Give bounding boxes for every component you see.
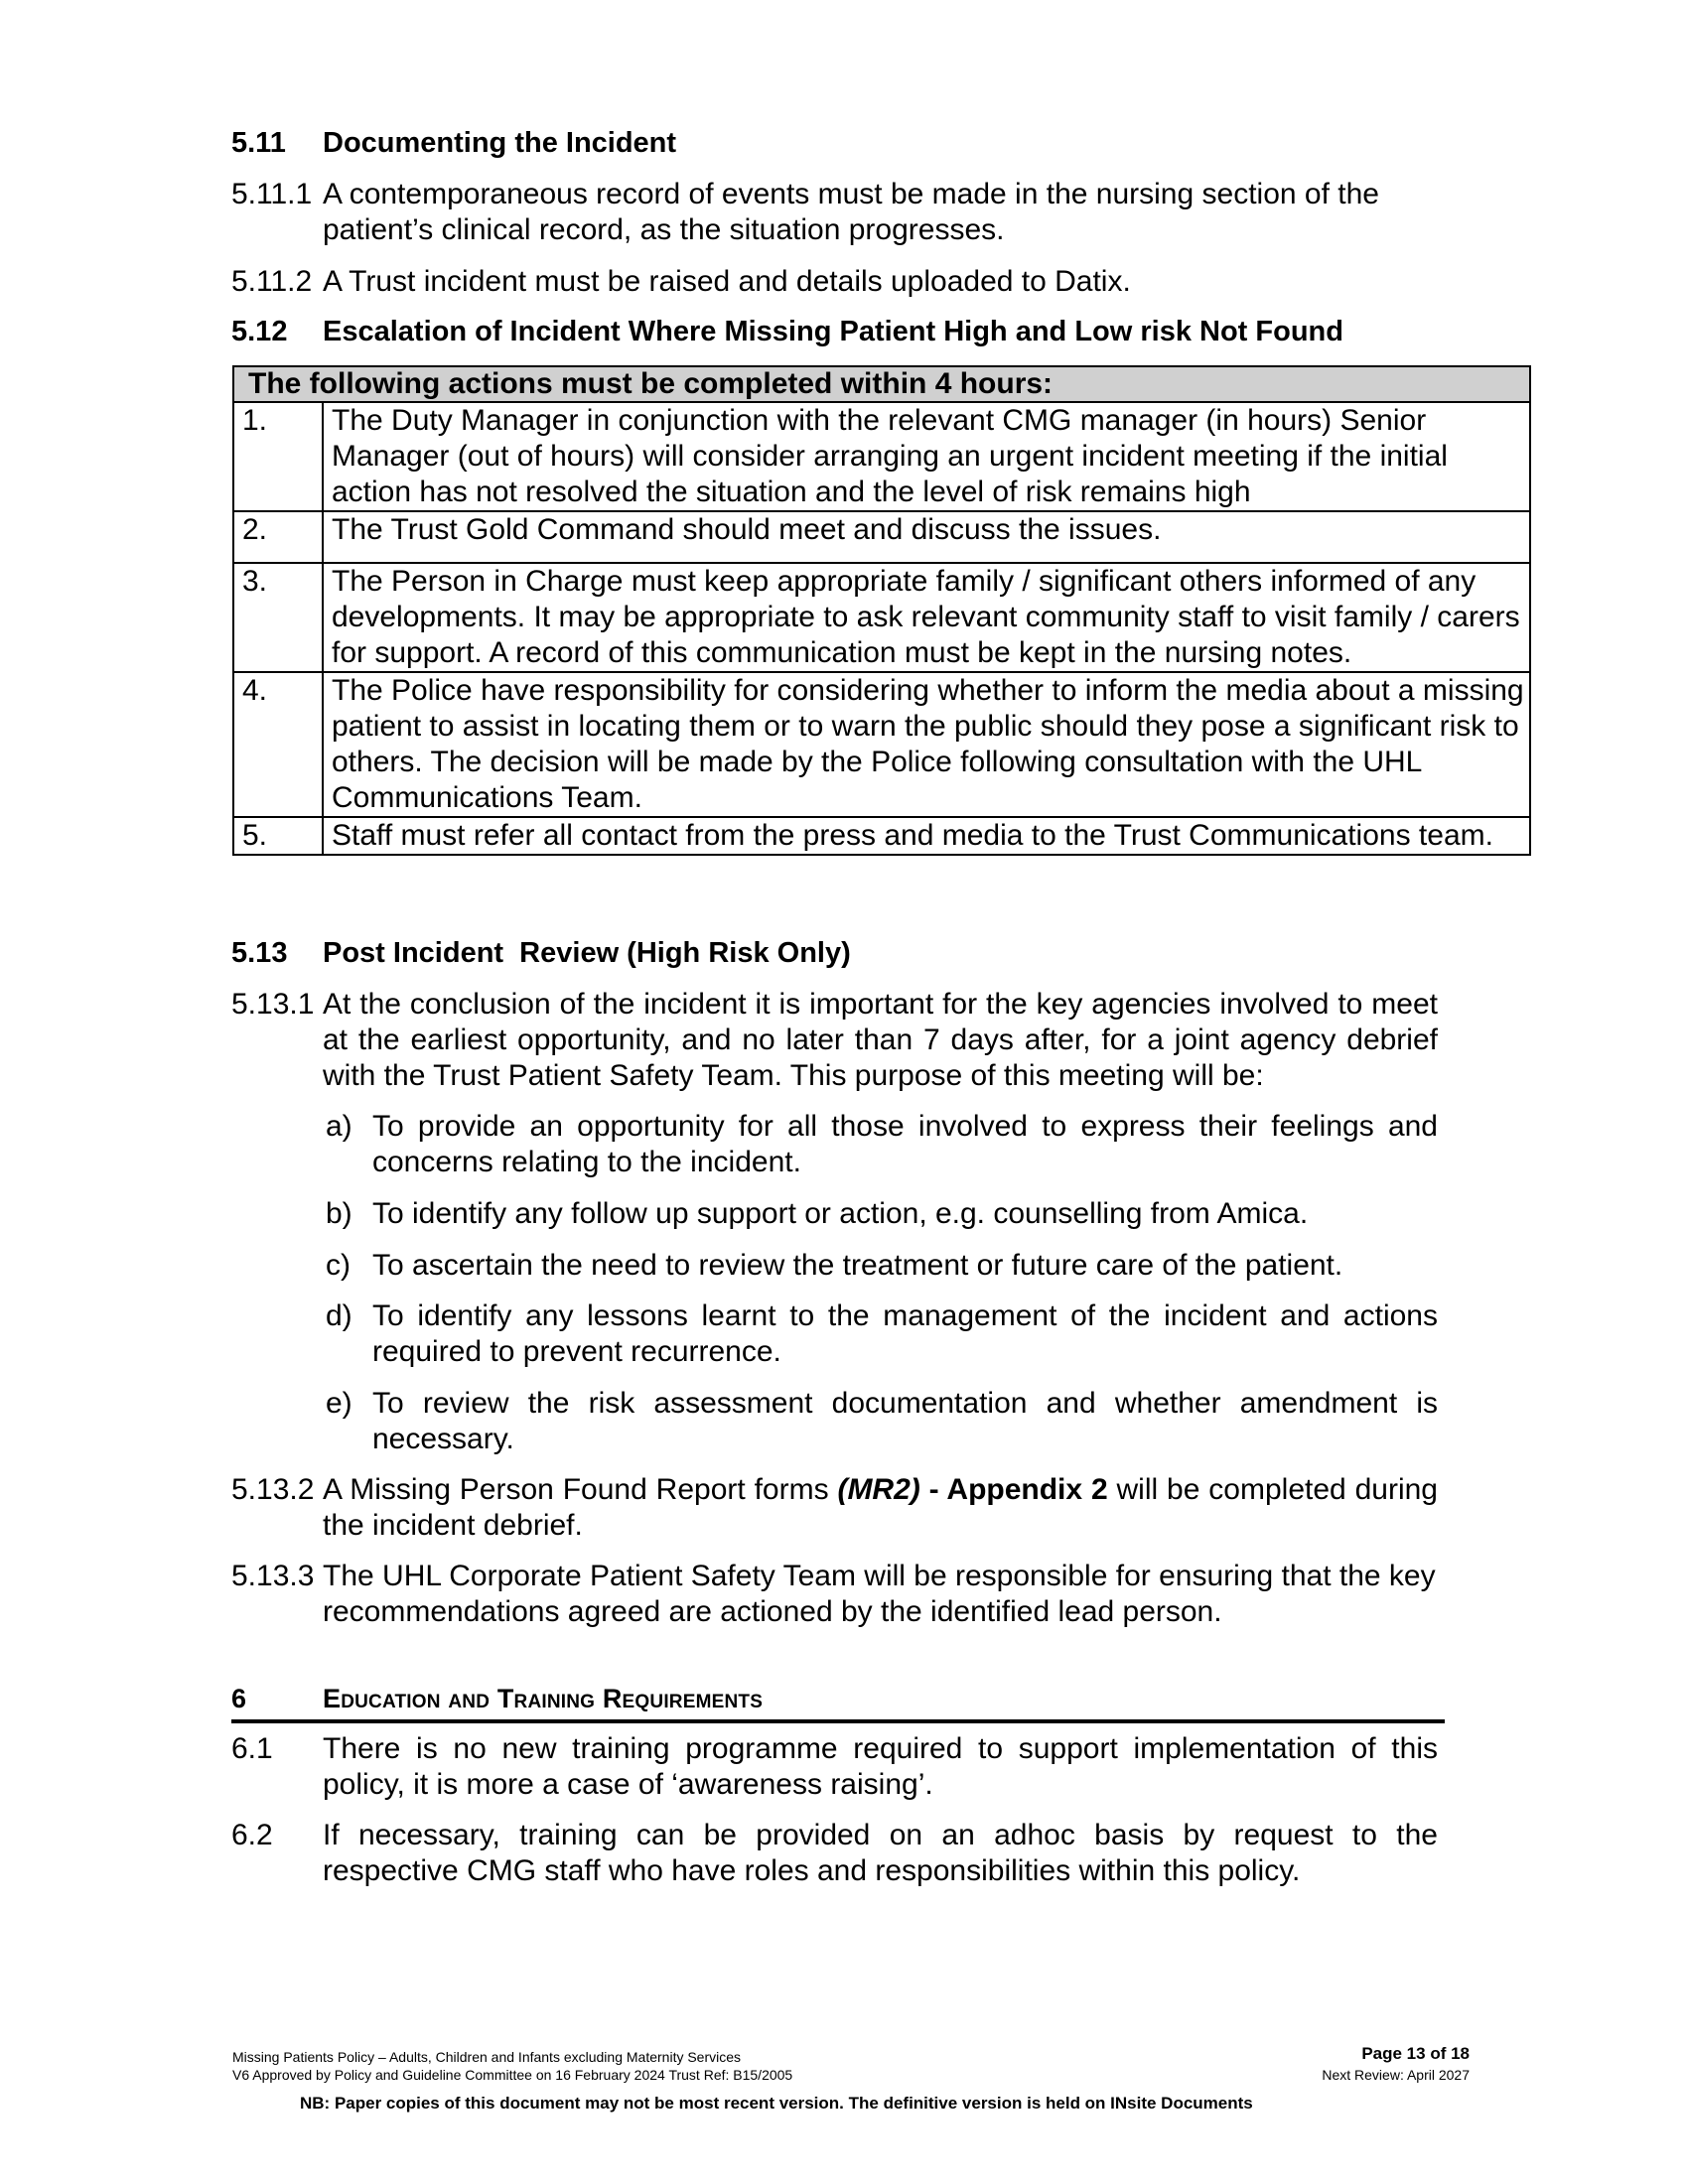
section-6-heading: [231, 1684, 1445, 1723]
row-text: The Person in Charge must keep appropriate family / significant others informed of any developments. It may be appropriate to ask relevant community staff to visit family / carers for support. A record of this communication must be kept in the nursing notes.: [323, 563, 1530, 672]
list-item-label: d): [326, 1299, 352, 1332]
section-6-number: 6: [231, 1684, 247, 1713]
clause-5-13-1: [231, 987, 1438, 1094]
list-item: [326, 1386, 1438, 1457]
clause-number: 6.2: [231, 1819, 273, 1851]
table-header-row: [233, 366, 1530, 402]
clause-text-start: A Missing Person Found Report forms: [323, 1473, 838, 1506]
section-5-13-number: 5.13: [231, 937, 288, 969]
section-5-11-number: 5.11: [231, 127, 286, 159]
row-number: 5.: [233, 817, 323, 855]
list-item-label: a): [326, 1110, 352, 1143]
footer-next-review: Next Review: April 2027: [1322, 2067, 1470, 2083]
list-item-label: c): [326, 1249, 351, 1282]
section-5-12-title: Escalation of Incident Where Missing Patient High and Low risk Not Found: [323, 316, 1343, 347]
list-item: [326, 1298, 1438, 1370]
footer-nb-notice: NB: Paper copies of this document may not be most recent version. The definitive version is held on INsite Documents: [300, 2094, 1253, 2113]
clause-text: The UHL Corporate Patient Safety Team will be responsible for ensuring that the key recommendations agreed are actioned by the identified lead person.: [323, 1560, 1436, 1628]
clause-number: 5.11.1: [231, 178, 313, 210]
clause-number: 5.11.2: [231, 265, 313, 298]
list-item-text: To ascertain the need to review the treatment or future care of the patient.: [372, 1249, 1343, 1282]
section-5-11-title: Documenting the Incident: [323, 127, 677, 159]
escalation-actions-table: [232, 365, 1531, 856]
table-row: [233, 672, 1530, 817]
list-item: [326, 1196, 1438, 1232]
row-number: 2.: [233, 511, 323, 563]
table-row: [233, 402, 1530, 511]
clause-number: 5.13.2: [231, 1473, 315, 1506]
clause-number: 6.1: [231, 1732, 273, 1765]
table-row: [233, 817, 1530, 855]
section-6-title: Education and Training Requirements: [323, 1684, 764, 1713]
clause-5-11-1: [231, 177, 1438, 248]
clause-text: [323, 1472, 1438, 1544]
list-item-label: e): [326, 1387, 352, 1420]
row-number: 4.: [233, 672, 323, 817]
clause-text: There is no new training programme required to support implementation of this policy, it is more a case of ‘awareness raising’.: [323, 1732, 1438, 1801]
footer-policy-title: Missing Patients Policy – Adults, Children and Infants excluding Maternity Services: [232, 2049, 742, 2065]
clause-6-1: [231, 1731, 1438, 1803]
clause-text-end: will be completed during the incident debrief.: [323, 1473, 1438, 1542]
clause-5-13-3: [231, 1559, 1438, 1630]
list-item-text: To identify any follow up support or action, e.g. counselling from Amica.: [372, 1197, 1309, 1230]
clause-5-11-2: [231, 264, 1438, 300]
list-item: [326, 1109, 1438, 1180]
clause-text: A Trust incident must be raised and details uploaded to Datix.: [323, 265, 1131, 298]
clause-6-2: [231, 1818, 1438, 1889]
clause-text: A contemporaneous record of events must be made in the nursing section of the patient’s clinical record, as the situation progresses.: [323, 178, 1379, 246]
row-text: Staff must refer all contact from the press and media to the Trust Communications team.: [323, 817, 1530, 855]
table-row: [233, 511, 1530, 563]
clause-number: 5.13.1: [231, 988, 315, 1021]
clause-text: If necessary, training can be provided on an adhoc basis by request to the respective CMG staff who have roles and responsibilities within this policy.: [323, 1819, 1438, 1887]
list-item-text: To provide an opportunity for all those involved to express their feelings and concerns relating to the incident.: [372, 1110, 1438, 1178]
list-item-text: To identify any lessons learnt to the management of the incident and actions required to prevent recurrence.: [372, 1299, 1438, 1368]
form-reference: (MR2): [837, 1473, 920, 1506]
table-row: [233, 563, 1530, 672]
row-text: The Trust Gold Command should meet and discuss the issues.: [323, 511, 1530, 563]
clause-number: 5.13.3: [231, 1560, 315, 1592]
footer-approval: V6 Approved by Policy and Guideline Committee on 16 February 2024 Trust Ref: B15/2005: [232, 2067, 793, 2083]
footer-page-number: Page 13 of 18: [1361, 2044, 1470, 2063]
clause-text: At the conclusion of the incident it is important for the key agencies involved to meet at the earliest opportunity, and no later than 7 days after, for a joint agency debrief with the Trust Patient Safety Team. This purpose of this meeting will be:: [323, 988, 1438, 1092]
list-item-label: b): [326, 1197, 352, 1230]
section-5-13-title: Post Incident Review (High Risk Only): [323, 937, 851, 969]
row-number: 3.: [233, 563, 323, 672]
row-text: The Duty Manager in conjunction with the relevant CMG manager (in hours) Senior Manager (out of hours) will consider arranging an urgent incident meeting if the initial action has not resolved the situation and the level of risk remains high: [323, 402, 1530, 511]
clause-5-13-2: [231, 1472, 1438, 1544]
row-text: The Police have responsibility for considering whether to inform the media about a missing patient to assist in locating them or to warn the public should they pose a significant risk to others. The decision will be made by the Police following consultation with the UHL Communications Team.: [323, 672, 1530, 817]
list-item-text: To review the risk assessment documentation and whether amendment is necessary.: [372, 1387, 1438, 1455]
appendix-reference: - Appendix 2: [919, 1473, 1108, 1506]
list-item: [326, 1248, 1438, 1284]
section-5-12-number: 5.12: [231, 316, 288, 347]
row-number: 1.: [233, 402, 323, 511]
table-header: The following actions must be completed within 4 hours:: [233, 366, 1530, 402]
